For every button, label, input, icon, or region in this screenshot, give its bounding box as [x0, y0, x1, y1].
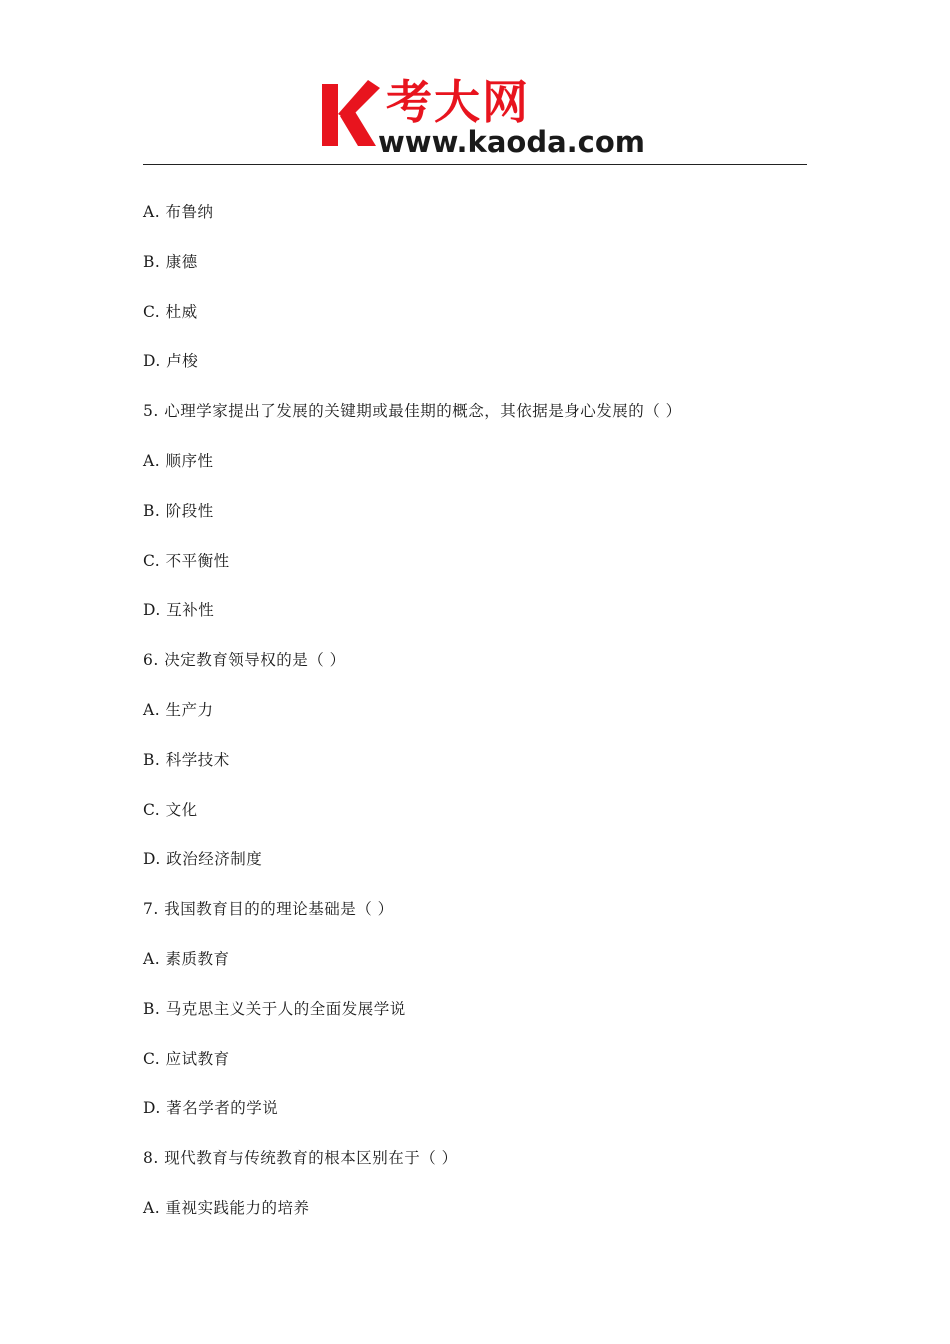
- question-5-option-a: A. 顺序性: [143, 451, 214, 470]
- logo-title: 考大网: [386, 75, 530, 129]
- page-header: [0, 0, 950, 168]
- question-7-option-b: B. 马克思主义关于人的全面发展学说: [143, 999, 406, 1018]
- question-5: 5. 心理学家提出了发展的关键期或最佳期的概念，其依据是身心发展的（ ）: [143, 402, 682, 421]
- exam-content: [143, 198, 807, 1244]
- question-7-option-d: D. 著名学者的学说: [143, 1099, 279, 1118]
- option-c-line: C. 杜威: [143, 302, 198, 321]
- question-5-option-c: C. 不平衡性: [143, 551, 230, 570]
- question-7-option-a: A. 素质教育: [143, 949, 230, 968]
- logo-url: www.kaoda.com: [378, 125, 645, 159]
- question-8: 8. 现代教育与传统教育的根本区别在于（ ）: [143, 1149, 458, 1168]
- option-a-line: A. 布鲁纳: [143, 203, 214, 221]
- question-5-option-d: D. 互补性: [143, 601, 215, 620]
- question-6-option-b: B. 科学技术: [143, 750, 230, 769]
- k-logo-icon: [318, 76, 384, 150]
- question-7-option-c: C. 应试教育: [143, 1049, 230, 1068]
- header-divider: [143, 164, 807, 165]
- option-d-line: D. 卢梭: [143, 352, 199, 371]
- question-6-option-a: A. 生产力: [143, 700, 214, 719]
- question-6-option-d: D. 政治经济制度: [143, 850, 263, 869]
- question-6-option-c: C. 文化: [143, 800, 198, 819]
- question-8-option-a: A. 重视实践能力的培养: [143, 1198, 310, 1217]
- option-b-line: B. 康德: [143, 252, 198, 271]
- question-6: 6. 决定教育领导权的是（ ）: [143, 651, 346, 670]
- question-7: 7. 我国教育目的的理论基础是（ ）: [143, 900, 394, 919]
- kaoda-logo[interactable]: [318, 75, 645, 160]
- question-5-option-b: B. 阶段性: [143, 501, 214, 520]
